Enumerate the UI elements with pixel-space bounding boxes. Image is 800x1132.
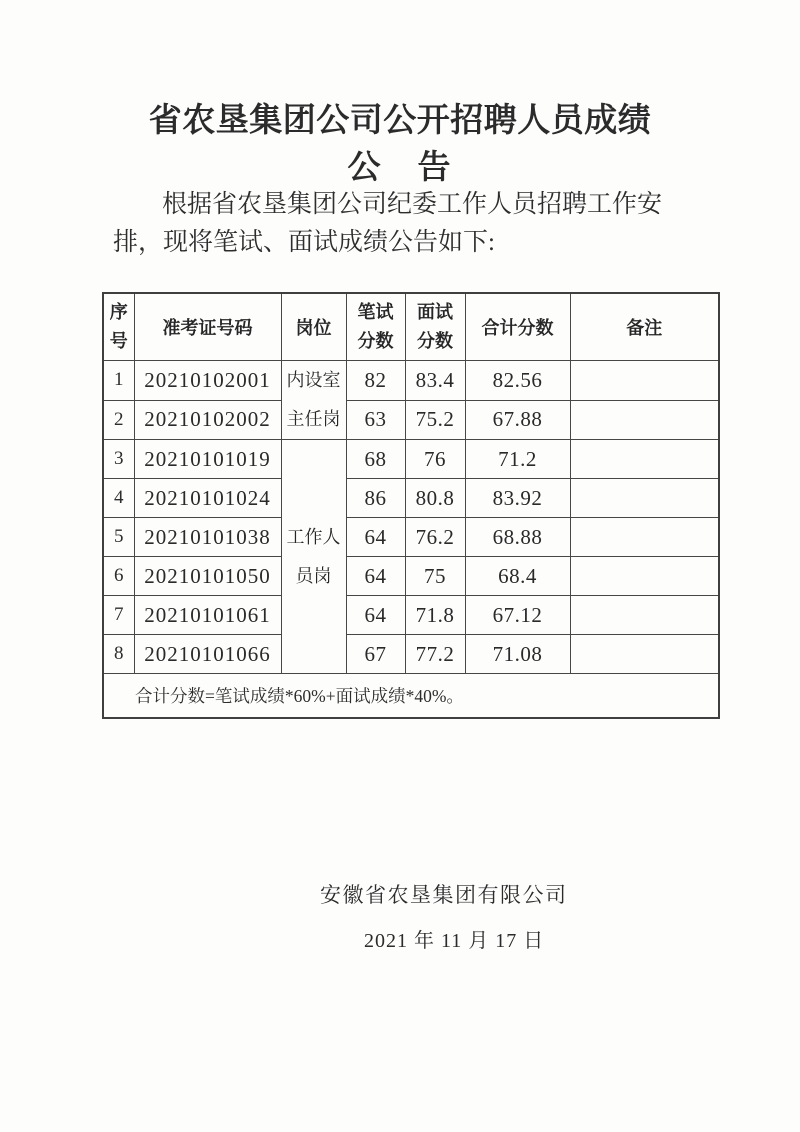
exam-id-cell: 20210101066 xyxy=(134,635,281,674)
intro-line-1: 根据省农垦集团公司纪委工作人员招聘工作安 xyxy=(162,191,663,218)
col-header-interview-line2: 分数 xyxy=(417,331,453,351)
written-score-cell: 82 xyxy=(346,361,405,401)
remark-cell xyxy=(570,635,719,674)
table-row xyxy=(103,479,719,518)
post-line-1: 内设室 xyxy=(286,370,341,390)
col-header-seq xyxy=(103,293,134,361)
interview-score-cell: 75 xyxy=(405,557,465,596)
post-line-2: 主任岗 xyxy=(286,409,341,429)
post-cell-director xyxy=(281,361,346,440)
remark-cell xyxy=(570,440,719,479)
document-subtitle: 公 告 xyxy=(347,148,453,185)
written-score-cell: 64 xyxy=(346,518,405,557)
score-table xyxy=(102,292,720,719)
footnote-cell: 合计分数=笔试成绩*60%+面试成绩*40%。 xyxy=(103,674,719,719)
table-row xyxy=(103,635,719,674)
written-score-cell: 68 xyxy=(346,440,405,479)
total-score-cell: 83.92 xyxy=(465,479,570,518)
col-header-interview xyxy=(405,293,465,361)
post-line-1: 工作人 xyxy=(286,526,341,547)
table-header-row xyxy=(103,293,719,361)
intro-paragraph xyxy=(113,186,691,262)
interview-score-cell: 83.4 xyxy=(405,361,465,401)
col-header-written-line2: 分数 xyxy=(357,331,394,351)
table-row xyxy=(103,400,719,440)
intro-line-2: 排，现将笔试、面试成绩公告如下: xyxy=(113,229,495,256)
table-row xyxy=(103,596,719,635)
col-header-remark: 备注 xyxy=(570,293,719,361)
col-header-post: 岗位 xyxy=(281,293,346,361)
written-score-cell: 63 xyxy=(346,400,405,440)
signature-company: 安徽省农垦集团有限公司 xyxy=(320,884,568,907)
written-score-cell: 67 xyxy=(346,635,405,674)
seq-cell: 6 xyxy=(103,557,134,596)
remark-cell xyxy=(570,400,719,440)
document-title: 省农垦集团公司公开招聘人员成绩 xyxy=(148,101,652,138)
table-row xyxy=(103,440,719,479)
written-score-cell: 64 xyxy=(346,557,405,596)
total-score-cell: 68.88 xyxy=(465,518,570,557)
exam-id-cell: 20210101061 xyxy=(134,596,281,635)
table-row xyxy=(103,557,719,596)
total-score-cell: 67.88 xyxy=(465,400,570,440)
remark-cell xyxy=(570,557,719,596)
post-line-2: 员岗 xyxy=(295,565,332,586)
total-score-cell: 71.2 xyxy=(465,440,570,479)
interview-score-cell: 75.2 xyxy=(405,400,465,440)
col-header-seq-line1: 序 xyxy=(109,302,128,322)
remark-cell xyxy=(570,518,719,557)
col-header-seq-line2: 号 xyxy=(109,331,128,351)
seq-cell: 8 xyxy=(103,635,134,674)
seq-cell: 5 xyxy=(103,518,134,557)
exam-id-cell: 20210101024 xyxy=(134,479,281,518)
interview-score-cell: 76.2 xyxy=(405,518,465,557)
exam-id-cell: 20210101038 xyxy=(134,518,281,557)
interview-score-cell: 71.8 xyxy=(405,596,465,635)
written-score-cell: 86 xyxy=(346,479,405,518)
seq-cell: 4 xyxy=(103,479,134,518)
table-row xyxy=(103,361,719,401)
col-header-written-line1: 笔试 xyxy=(357,302,394,322)
exam-id-cell: 20210101019 xyxy=(134,440,281,479)
seq-cell: 7 xyxy=(103,596,134,635)
written-score-cell: 64 xyxy=(346,596,405,635)
exam-id-cell: 20210102002 xyxy=(134,400,281,440)
exam-id-cell: 20210102001 xyxy=(134,361,281,401)
interview-score-cell: 80.8 xyxy=(405,479,465,518)
col-header-written xyxy=(346,293,405,361)
post-cell-staff xyxy=(281,440,346,674)
seq-cell: 3 xyxy=(103,440,134,479)
seq-cell: 2 xyxy=(103,400,134,440)
col-header-exam-id: 准考证号码 xyxy=(134,293,281,361)
remark-cell xyxy=(570,479,719,518)
total-score-cell: 82.56 xyxy=(465,361,570,401)
interview-score-cell: 77.2 xyxy=(405,635,465,674)
seq-cell: 1 xyxy=(103,361,134,401)
col-header-total: 合计分数 xyxy=(465,293,570,361)
total-score-cell: 68.4 xyxy=(465,557,570,596)
total-score-cell: 67.12 xyxy=(465,596,570,635)
exam-id-cell: 20210101050 xyxy=(134,557,281,596)
remark-cell xyxy=(570,596,719,635)
total-score-cell: 71.08 xyxy=(465,635,570,674)
col-header-interview-line1: 面试 xyxy=(417,302,453,322)
table-row xyxy=(103,518,719,557)
interview-score-cell: 76 xyxy=(405,440,465,479)
signature-date: 2021 年 11 月 17 日 xyxy=(364,930,545,952)
table-footnote-row xyxy=(103,674,719,719)
remark-cell xyxy=(570,361,719,401)
